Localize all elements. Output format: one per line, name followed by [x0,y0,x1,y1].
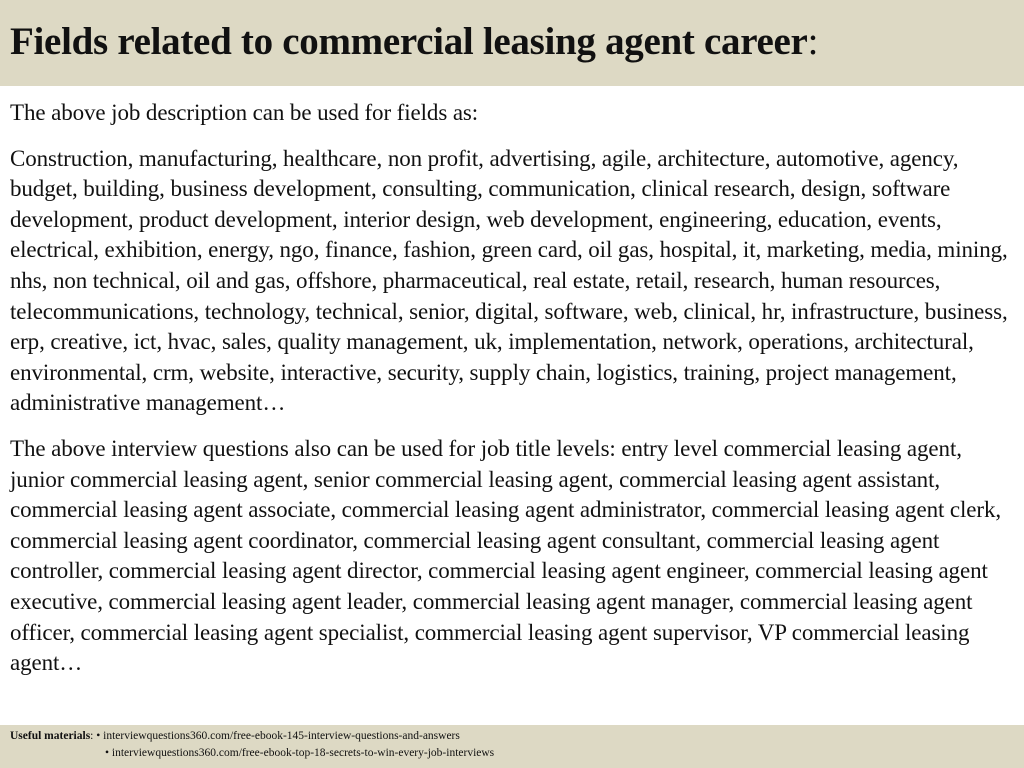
title-bar [0,0,1024,86]
footer-row-2 [10,745,1024,762]
footer-label-separator: : [90,730,97,742]
footer-link-ebook-top-18[interactable]: • interviewquestions360.com/free-ebook-top-18-secrets-to-win-every-job-interviews [105,747,495,759]
footer-row-1 [10,728,1024,745]
intro-paragraph: The above job description can be used for fields as: [10,100,479,125]
footer-useful-materials [0,725,1024,768]
slide-content [10,98,1015,679]
page-title-text: Fields related to commercial leasing agent career [10,20,808,63]
page-title-colon: : [807,20,819,63]
job-levels-paragraph: The above interview questions also can be used for job title levels: entry level commercial leasing agent, junior commercial leasing agent, senior commercial leasing agent, commercial leasing agent assistant, commercial leasing agent associate, commercial leasing agent administrator, commercial leasing agent clerk, commercial leasing agent coordinator, commercial leasing agent consultant, commercial leasing agent controller, commercial leasing agent director, commercial leasing agent engineer, commercial leasing agent executive, commercial leasing agent leader, commercial leasing agent manager, commercial leasing agent officer, commercial leasing agent specialist, commercial leasing agent supervisor, VP commercial leasing agent… [10,435,1002,676]
footer-link-ebook-145[interactable]: • interviewquestions360.com/free-ebook-145-interview-questions-and-answers [96,730,460,742]
footer-label: Useful materials [10,730,91,742]
page-title [10,19,1024,65]
fields-paragraph: Construction, manufacturing, healthcare, non profit, advertising, agile, architecture, automotive, agency, budget, building, business development, consulting, communication, clinical research, design, software development, product development, interior design, web development, engineering, education, events, electrical, exhibition, energy, ngo, finance, fashion, green card, oil gas, hospital, it, marketing, media, mining, nhs, non technical, oil and gas, offshore, pharmaceutical, real estate, retail, research, human resources, telecommunications, technology, technical, senior, digital, software, web, clinical, hr, infrastructure, business, erp, creative, ict, hvac, sales, quality management, uk, implementation, network, operations, architectural, environmental, crm, website, interactive, security, supply chain, logistics, training, project management, administrative management… [10,145,1008,416]
